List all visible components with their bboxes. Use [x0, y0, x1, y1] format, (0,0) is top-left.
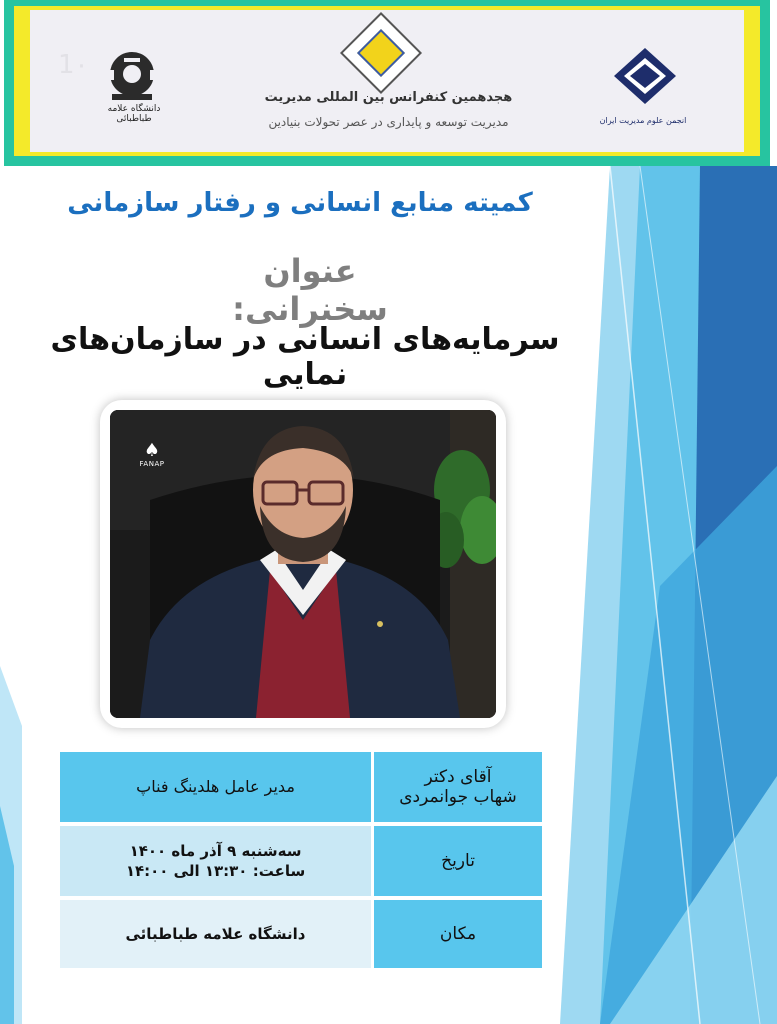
speaker-photo — [110, 410, 496, 718]
association-caption: انجمن علوم مدیریت ایران — [599, 116, 687, 125]
fanap-logo-icon: ♠ FANAP — [139, 440, 165, 468]
association-logo-icon — [612, 46, 678, 106]
time-value: ساعت: ۱۳:۳۰ الی ۱۴:۰۰ — [125, 862, 306, 880]
date-value-cell — [60, 826, 371, 896]
talk-title-label: عنوان سخنرانی: — [232, 252, 388, 328]
speaker-photo-frame — [100, 400, 506, 728]
place-value: دانشگاه علامه طباطبائی — [125, 925, 306, 943]
speaker-role: مدیر عامل هلدینگ فناپ — [136, 777, 295, 796]
committee-heading: کمیته منابع انسانی و رفتار سازمانی — [67, 188, 533, 218]
speaker-role-cell — [60, 752, 371, 822]
speaker-portrait-illustration — [110, 410, 496, 718]
university-caption: دانشگاه علامه طباطبائی — [107, 104, 161, 124]
place-label: مکان — [439, 924, 477, 944]
speaker-honorific: آقای دکتر — [424, 767, 492, 787]
talk-title: سرمایه‌های انسانی در سازمان‌های نمایی — [50, 322, 560, 392]
conference-subtitle: مدیریت توسعه و پایداری در عصر تحولات بنیادین — [268, 115, 509, 129]
speaker-name-cell — [374, 752, 542, 822]
date-value: سه‌شنبه ۹ آذر ماه ۱۴۰۰ — [129, 842, 302, 860]
speaker-name: شهاب جوانمردی — [399, 787, 517, 807]
conference-title: هجدهمین کنفرانس بین المللی مدیریت — [264, 90, 513, 105]
place-label-cell — [374, 900, 542, 968]
place-value-cell — [60, 900, 371, 968]
date-label-cell — [374, 826, 542, 896]
fanap-logo-label: FANAP — [139, 460, 165, 468]
date-label: تاریخ — [441, 851, 475, 871]
banner-watermark-number: 1۰ — [58, 50, 89, 80]
